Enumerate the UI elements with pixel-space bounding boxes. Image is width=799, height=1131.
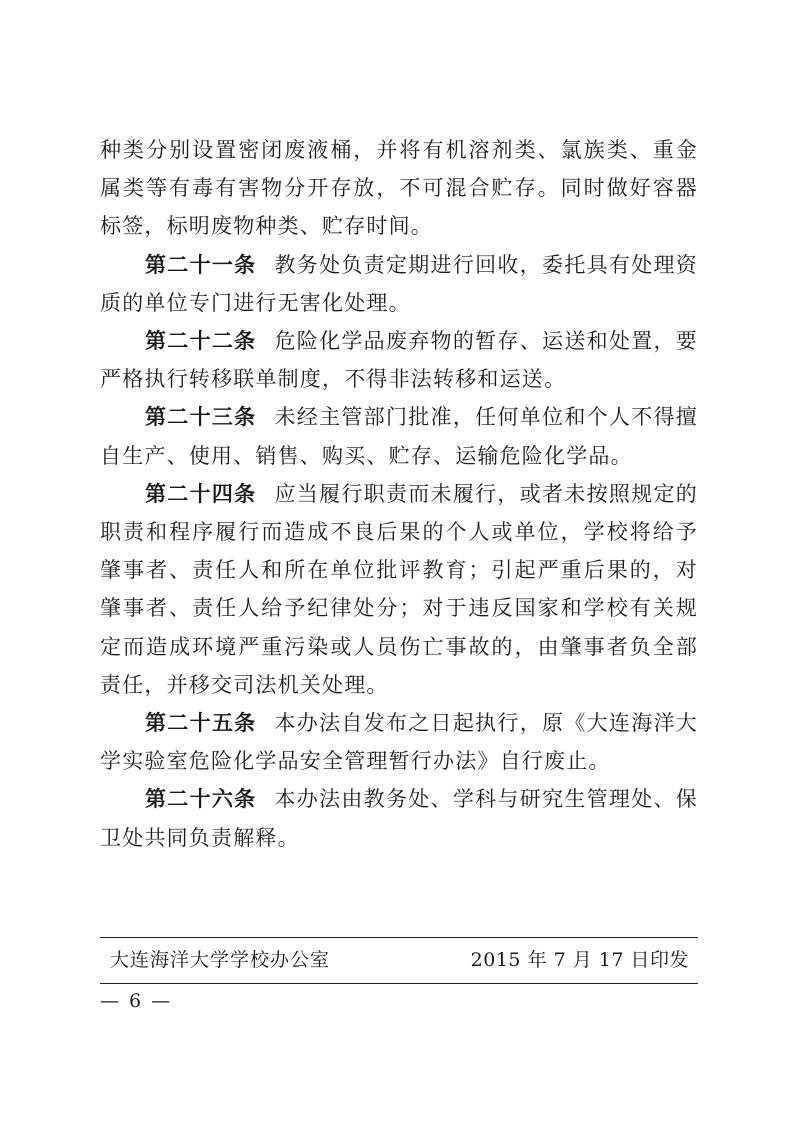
footer-top-rule [100,937,698,938]
paragraph-continuation [100,131,698,246]
article-number: 第二十一条 [145,251,257,277]
document-body [100,131,698,857]
paragraph-text: 种类分别设置密闭废液桶，并将有机溶剂类、氯族类、重金属类等有毒有害物分开存放，不可混合贮存。同时做好容器标签，标明废物种类、贮存时间。 [100,138,698,239]
article-number: 第二十五条 [145,710,257,736]
article-25 [100,704,698,780]
issuer-name: 大连海洋大学学校办公室 [110,949,331,971]
issue-date: 2015 年 7 月 17 日印发 [470,949,689,971]
article-24 [100,475,698,704]
article-text: 本办法自发布之日起执行，原《大连海洋大学实验室危险化学品安全管理暂行办法》自行废止。 [100,711,698,774]
article-text: 本办法由教务处、学科与研究生管理处、保卫处共同负责解释。 [100,787,698,850]
article-number: 第二十六条 [145,786,257,812]
article-text: 应当履行职责而未履行，或者未按照规定的职责和程序履行而造成不良后果的个人或单位，学校将给予肇事者、责任人和所在单位批评教育；引起严重后果的，对肇事者、责任人给予纪律处分；对于违反国家和学校有关规定而造成环境严重污染或人员伤亡事故的，由肇事者负全部责任，并移交司法机关处理。 [100,481,698,697]
page-number: — 6 — [100,990,173,1012]
article-number: 第二十二条 [145,328,257,354]
article-text: 教务处负责定期进行回收，委托具有处理资质的单位专门进行无害化处理。 [100,252,698,315]
article-text: 未经主管部门批准，任何单位和个人不得擅自生产、使用、销售、购买、贮存、运输危险化学品。 [100,405,698,468]
article-26 [100,780,698,856]
article-21 [100,246,698,322]
article-number: 第二十四条 [145,480,257,506]
article-number: 第二十三条 [145,404,257,430]
article-text: 危险化学品废弃物的暂存、运送和处置，要严格执行转移联单制度，不得非法转移和运送。 [100,329,698,392]
article-23 [100,398,698,474]
footer-bottom-rule [100,983,698,984]
article-22 [100,322,698,398]
